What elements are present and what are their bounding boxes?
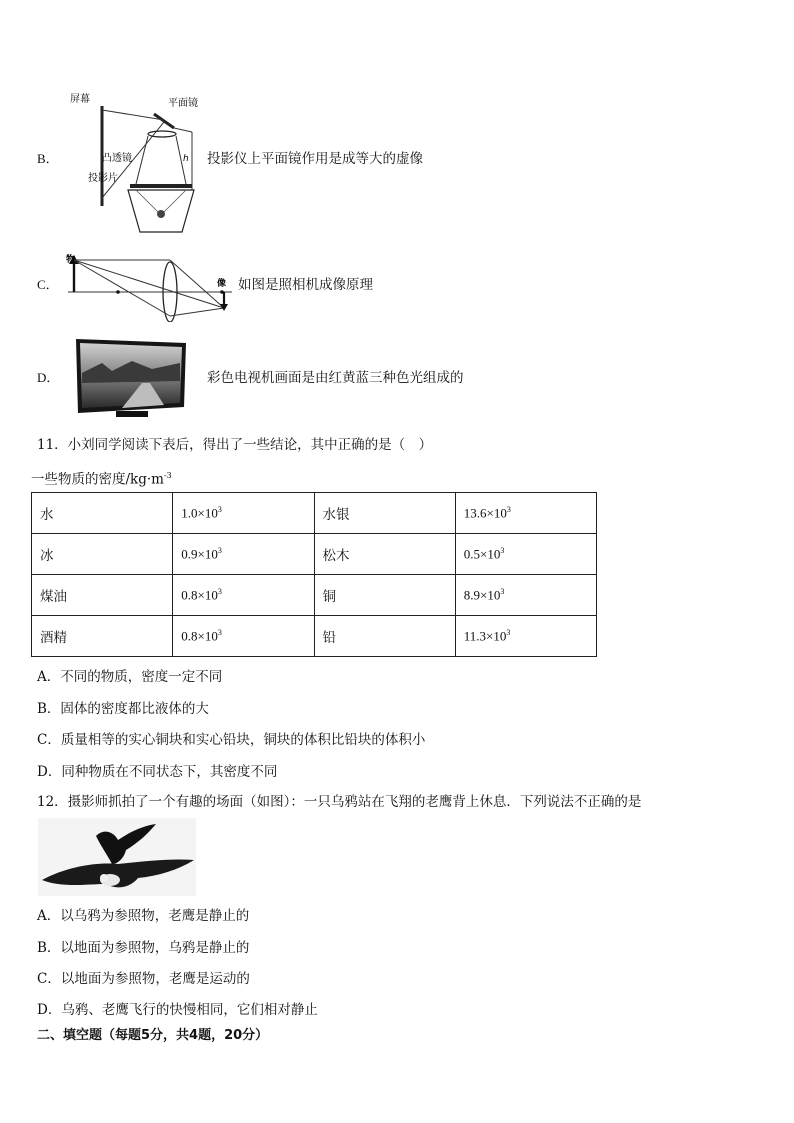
density-cell: $0.8\times 10^3$ [173, 575, 314, 616]
q12-option-c: C．以地面为参照物，老鹰是运动的 [37, 971, 250, 987]
option-c-text: 如图是照相机成像原理 [238, 277, 373, 293]
density-cell: $0.9\times 10^3$ [173, 534, 314, 575]
table-row [32, 575, 597, 616]
lens-shape [148, 131, 176, 137]
density-table [31, 492, 597, 657]
material-cell: 煤油 [32, 575, 173, 616]
material-cell: 松木 [314, 534, 455, 575]
tv-image [72, 333, 188, 421]
projector-figure [66, 86, 206, 234]
q12-option-b: B．以地面为参照物，乌鸦是静止的 [37, 940, 250, 956]
q11-option-d: D．同种物质在不同状态下，其密度不同 [37, 764, 278, 780]
option-d-letter: D． [37, 370, 60, 385]
camera-lens-figure [64, 250, 236, 322]
crow-eagle-image [38, 818, 196, 896]
q11-option-b: B．固体的密度都比液体的大 [37, 701, 209, 717]
density-cell: $11.3\times 10^3$ [455, 616, 596, 657]
density-cell: $8.9\times 10^3$ [455, 575, 596, 616]
q12-option-a: A．以乌鸦为参照物，老鹰是静止的 [37, 908, 250, 924]
option-c-letter: C． [37, 277, 59, 292]
q12-option-d: D．乌鸦、老鹰飞行的快慢相同，它们相对静止 [37, 1002, 318, 1018]
density-cell: $1.0\times 10^3$ [173, 493, 314, 534]
tv-stand [116, 411, 148, 417]
material-cell: 铅 [314, 616, 455, 657]
option-d-text: 彩色电视机画面是由红黄蓝三种色光组成的 [207, 370, 464, 386]
object-label: 物 [66, 255, 76, 265]
table-row [32, 534, 597, 575]
q12-stem: 12．摄影师抓拍了一个有趣的场面（如图）：一只乌鸦站在飞翔的老鹰背上休息．下列说法不正确的是 [37, 794, 642, 810]
section2-title: 二、填空题（每题5分，共4题，20分） [37, 1028, 269, 1043]
height-label: h [183, 154, 189, 164]
material-cell: 水银 [314, 493, 455, 534]
caption-sup: -3 [163, 471, 172, 480]
material-cell: 铜 [314, 575, 455, 616]
table-row [32, 616, 597, 657]
image-label: 像 [217, 279, 227, 289]
slide-shape [130, 184, 192, 188]
screen-label: 屏幕 [70, 94, 90, 105]
q11-option-c: C．质量相等的实心铜块和实心铅块，铜块的体积比铅块的体积小 [37, 732, 426, 748]
lamp-icon [157, 210, 165, 218]
material-cell: 冰 [32, 534, 173, 575]
option-b-letter: B． [37, 151, 59, 166]
material-cell: 酒精 [32, 616, 173, 657]
density-cell: $13.6\times 10^3$ [455, 493, 596, 534]
density-cell: $0.5\times 10^3$ [455, 534, 596, 575]
density-cell: $0.8\times 10^3$ [173, 616, 314, 657]
mirror-label: 平面镜 [168, 98, 198, 109]
table-row [32, 493, 597, 534]
caption-text: 一些物质的密度/kg·m [31, 471, 164, 488]
material-cell: 水 [32, 493, 173, 534]
q11-table-caption [31, 467, 172, 489]
q11-stem: 11．小刘同学阅读下表后，得出了一些结论，其中正确的是（ ） [37, 437, 433, 453]
slide-label: 投影片 [88, 173, 118, 184]
mirror-shape [154, 114, 174, 128]
lens-label: 凸透镜 [102, 153, 132, 164]
q11-option-a: A．不同的物质，密度一定不同 [37, 669, 223, 685]
option-b-text: 投影仪上平面镜作用是成等大的虚像 [207, 151, 423, 167]
